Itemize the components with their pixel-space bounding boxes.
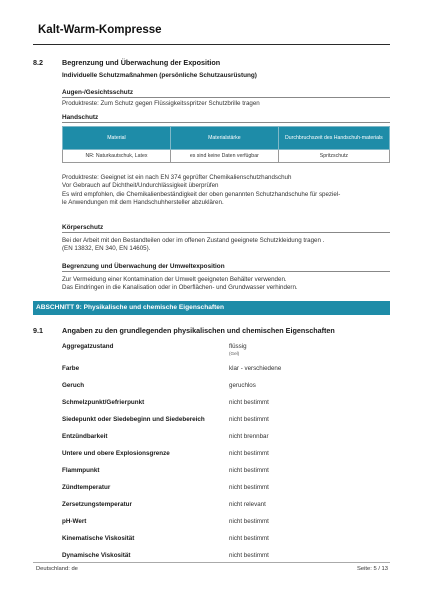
body-protection-text [62,237,392,254]
glove-header-breakthrough: Durchbruchszeit des Handschuh-materials [278,127,389,150]
hand-protection-text [62,174,392,207]
body-protection-heading: Körperschutz [62,224,104,231]
hand-protection-heading: Handschutz [62,114,99,121]
property-label: Kinematische Viskosität [62,535,135,542]
footer-country: Deutschland: de [36,566,78,572]
body-heading-underline [62,232,390,233]
glove-cell-material: NR: Naturkautschuk, Latex [63,150,171,163]
eye-protection-heading: Augen-/Gesichtsschutz [62,89,134,96]
hand-text-line: Es wird empfohlen, die Chemikalienbeständigkeit der oben genannten Schutzhandschuhe für speziel- [62,190,341,198]
property-value: nicht brennbar [229,433,269,440]
hand-text-line: Vor Gebrauch auf Dichtheit/Undurchlässigkeit überprüfen [62,182,219,190]
property-value: flüssig [229,343,247,350]
property-label: Zündtemperatur [62,484,111,491]
env-text-line: Das Eindringen in die Kanalisation oder in Oberflächen- und Grundwasser verhindern. [62,284,298,292]
env-text-line: Zur Vermeidung einer Kontamination der Umwelt geeigneten Behälter verwenden. [62,276,287,283]
hand-text-line: Produktreste: Geeignet ist ein nach EN 374 geprüfter Chemikalienschutzhandschuh [62,174,292,181]
env-heading-underline [62,271,390,272]
property-value: nicht bestimmt [229,416,269,423]
glove-header-thickness: Materialstärke [170,127,278,150]
ppe-heading: Individuelle Schutzmaßnahmen (persönliche Schutzausrüstung) [62,72,257,79]
section-banner-text: ABSCHNITT 9: Physikalische und chemische Eigenschaften [36,304,224,311]
property-label: Farbe [62,365,80,372]
property-value: nicht bestimmt [229,552,269,559]
glove-cell-breakthrough: Spritzschutz [278,150,389,163]
body-text-line: Bei der Arbeit mit den Bestandteilen oder im offenen Zustand geeignete Schutzkleidung tragen . [62,237,325,244]
property-label: Zersetzungstemperatur [62,501,132,508]
subsection-heading: Angaben zu den grundlegenden physikalischen und chemischen Eigenschaften [62,326,335,335]
glove-header-material: Material [63,127,171,150]
property-value: nicht bestimmt [229,535,269,542]
property-value: nicht bestimmt [229,484,269,491]
section-number: 8.2 [33,58,43,67]
property-value: nicht bestimmt [229,399,269,406]
subsection-number: 9.1 [33,326,43,335]
environment-text [62,276,392,293]
glove-cell-thickness: es sind keine Daten verfügbar [170,150,278,163]
property-label: Dynamische Viskosität [62,552,131,559]
property-value: geruchlos [229,382,256,389]
hand-heading-underline [62,122,390,123]
property-label: Geruch [62,382,85,389]
property-value: nicht bestimmt [229,467,269,474]
glove-table-header-row [63,127,390,150]
footer-page-number: Seite: 5 / 13 [357,566,388,572]
property-label: Flammpunkt [62,467,100,474]
property-label: Entzündbarkeit [62,433,108,440]
environment-heading: Begrenzung und Überwachung der Umweltexposition [62,263,225,270]
property-value: nicht relevant [229,501,266,508]
body-text-line: (EN 13832, EN 340, EN 14605). [62,245,151,253]
property-label: Untere und obere Explosionsgrenze [62,450,170,457]
hand-text-line: le Anwendungen mit dem Handschuhhersteller abzuklären. [62,198,224,206]
property-value: nicht bestimmt [229,450,269,457]
footer-divider [33,562,390,563]
title-divider [33,44,390,45]
property-note: (Gel) [229,351,240,356]
eye-protection-text: Produktreste: Zum Schutz gegen Flüssigkeitsspritzer Schutzbrille tragen [62,100,260,107]
document-title: Kalt-Warm-Kompresse [38,24,162,36]
property-label: Schmelzpunkt/Gefrierpunkt [62,399,145,406]
property-label: Siedepunkt oder Siedebeginn und Siedebereich [62,416,205,423]
property-value: nicht bestimmt [229,518,269,525]
glove-table [62,126,390,163]
eye-heading-underline [62,97,390,98]
property-label: pH-Wert [62,518,87,525]
property-label: Aggregatzustand [62,343,114,350]
property-value: klar - verschiedene [229,365,282,372]
table-row [63,150,390,163]
section-heading: Begrenzung und Überwachung der Exposition [62,58,221,67]
